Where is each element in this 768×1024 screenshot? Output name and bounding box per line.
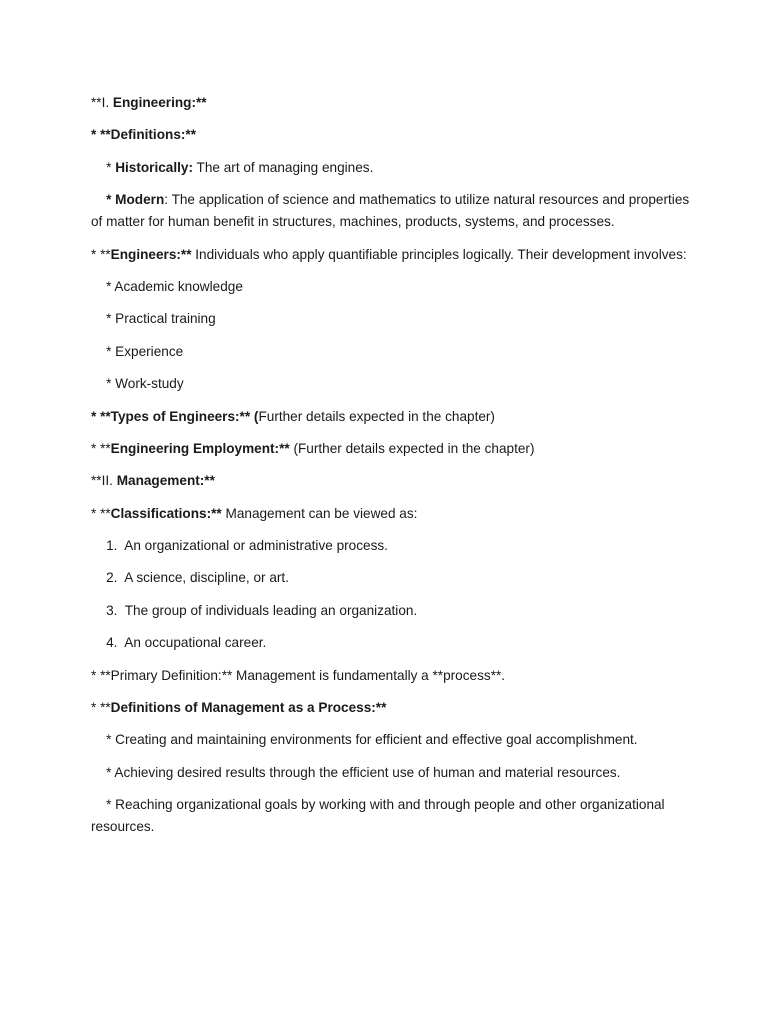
indent <box>91 603 106 618</box>
list-item-experience <box>91 341 691 363</box>
indent <box>91 732 106 747</box>
numbered-item-3 <box>91 600 691 622</box>
text-run-bold: * **Definitions:** <box>91 127 196 143</box>
text-run: * Achieving desired results through the efficient use of human and material resources. <box>106 764 621 780</box>
text-run: 3. The group of individuals leading an organization. <box>106 602 418 618</box>
numbered-item-4 <box>91 632 691 654</box>
list-item-definitions <box>91 124 691 146</box>
text-run-bold: * Modern <box>106 192 165 208</box>
text-run: * ** <box>91 440 111 456</box>
list-item-practical-training <box>91 308 691 330</box>
indent <box>91 192 106 207</box>
list-item-classifications <box>91 503 691 525</box>
text-run: **II. <box>91 473 117 489</box>
text-run: * Practical training <box>106 311 216 327</box>
text-run: * ** <box>91 700 111 716</box>
text-run: * ** <box>91 505 111 521</box>
list-item-engineers <box>91 244 691 266</box>
text-run: Management can be viewed as: <box>221 505 418 521</box>
list-item-reaching-goals <box>91 794 691 838</box>
list-item-engineering-employment <box>91 438 691 460</box>
numbered-item-1 <box>91 535 691 557</box>
text-run-bold: Historically: <box>115 159 193 175</box>
indent <box>91 311 106 326</box>
text-run-bold: Engineers:** <box>110 246 192 262</box>
text-run: * Experience <box>106 343 184 359</box>
text-run: 1. An organizational or administrative process. <box>106 538 388 554</box>
list-item-modern <box>91 189 691 233</box>
heading-engineering <box>91 92 691 114</box>
list-item-definitions-of-management <box>91 697 691 719</box>
text-run-bold: Management:** <box>116 473 215 489</box>
text-run-bold: * **Types of Engineers:** ( <box>91 408 259 424</box>
list-item-types-of-engineers <box>91 406 691 428</box>
indent <box>91 279 106 294</box>
indent <box>91 635 106 650</box>
list-item-creating-environments <box>91 729 691 751</box>
text-run-bold: Classifications:** <box>110 505 222 521</box>
text-run: * <box>106 159 116 175</box>
indent <box>91 797 106 812</box>
text-run: 2. A science, discipline, or art. <box>106 570 289 586</box>
text-run: Further details expected in the chapter) <box>258 408 495 424</box>
text-run: The art of managing engines. <box>193 159 374 175</box>
text-run: * Work-study <box>106 376 184 392</box>
list-item-academic-knowledge <box>91 276 691 298</box>
text-run-bold: Engineering:** <box>112 95 207 110</box>
list-item-achieving-results <box>91 762 691 784</box>
text-run: * ** <box>91 246 111 262</box>
text-run: * **Primary Definition:** Management is fundamentally a **process**. <box>91 667 506 683</box>
numbered-item-2 <box>91 567 691 589</box>
indent <box>91 160 106 175</box>
document-body <box>91 92 691 849</box>
indent <box>91 344 106 359</box>
text-run: : The application of science and mathematics to utilize natural resources and properties of matter for human benefit in structures, machines, products, systems, and processes. <box>91 192 690 230</box>
text-run: **I. <box>91 95 113 110</box>
text-run: (Further details expected in the chapter) <box>289 440 535 456</box>
list-item-work-study <box>91 373 691 395</box>
list-item-primary-definition <box>91 665 691 687</box>
indent <box>91 570 106 585</box>
text-run: Individuals who apply quantifiable principles logically. Their development involves: <box>191 246 687 262</box>
text-run-bold: Definitions of Management as a Process:** <box>110 700 387 716</box>
list-item-historically <box>91 157 691 179</box>
indent <box>91 376 106 391</box>
text-run: * Academic knowledge <box>106 278 243 294</box>
text-run: * Reaching organizational goals by working with and through people and other organizational resources. <box>91 797 665 835</box>
text-run: 4. An occupational career. <box>106 635 267 651</box>
indent <box>91 765 106 780</box>
indent <box>91 538 106 553</box>
text-run: * Creating and maintaining environments for efficient and effective goal accomplishment. <box>106 732 638 748</box>
text-run-bold: Engineering Employment:** <box>110 440 290 456</box>
heading-management <box>91 470 691 492</box>
